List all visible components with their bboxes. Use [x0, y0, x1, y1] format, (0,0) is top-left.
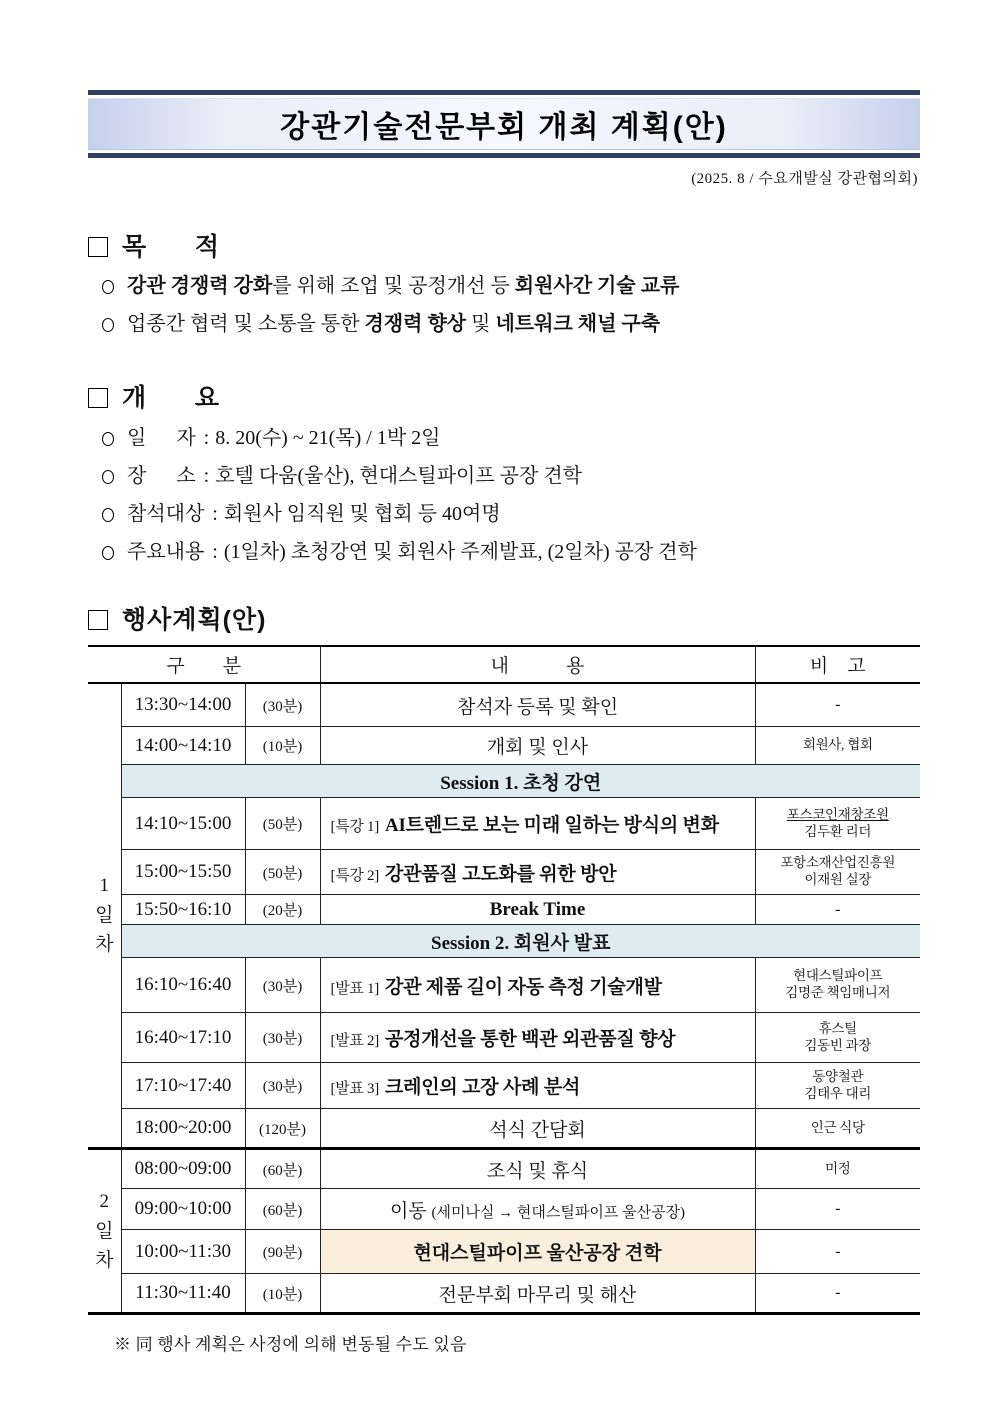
circle-bullet-icon — [102, 318, 114, 332]
lecture-tag: [발표 1] — [330, 980, 379, 997]
lecture-title: 강관품질 고도화를 위한 방안 — [384, 863, 617, 885]
content-subtext: (세미나실 → 현대스틸파이프 울산공장) — [431, 1204, 686, 1221]
remark-line: 회원사, 협회 — [802, 737, 873, 753]
purpose-item — [102, 272, 920, 301]
remark-line: 포항소재산업진흥원 — [780, 855, 896, 871]
time-cell: 16:10~16:40 — [121, 958, 245, 1013]
overview-item-text — [127, 462, 582, 491]
document-subtitle: (2025. 8 / 수요개발실 강관협의회) — [691, 171, 918, 187]
title-banner — [88, 90, 920, 158]
content-text: 이동 — [389, 1200, 432, 1222]
time-cell: 15:50~16:10 — [121, 895, 245, 925]
section-purpose-label: 목 적 — [122, 233, 220, 261]
table-row — [88, 895, 920, 925]
duration-cell: (20분) — [245, 895, 320, 925]
schedule-table — [88, 645, 920, 1316]
day-label-day1 — [88, 683, 121, 1149]
content-text: 석식 간담회 — [489, 1119, 586, 1141]
remark-cell — [755, 1013, 920, 1063]
remark-cell — [755, 958, 920, 1013]
table-row — [88, 683, 920, 727]
remark-line: 김명준 책임매니저 — [785, 985, 891, 1001]
lecture-title: 크레인의 고장 사례 분석 — [384, 1077, 581, 1099]
remark-line: - — [835, 1242, 841, 1260]
circle-bullet-icon — [102, 280, 114, 294]
purpose-item-list — [102, 272, 920, 339]
duration-cell: (50분) — [245, 850, 320, 895]
lecture-tag: [특강 1] — [330, 819, 379, 836]
remark-line: - — [835, 696, 841, 713]
content-text: 전문부회 마무리 및 해산 — [438, 1284, 637, 1306]
text-segment: 경쟁력 향상 — [364, 313, 467, 336]
duration-cell: (30분) — [245, 683, 320, 727]
duration-cell: (60분) — [245, 1149, 320, 1189]
overview-item-value: 호텔 다움(울산), 현대스틸파이프 공장 견학 — [215, 464, 582, 487]
duration-cell: (60분) — [245, 1189, 320, 1230]
purpose-item-text — [127, 272, 679, 301]
remark-line: 김동빈 과장 — [804, 1037, 872, 1053]
remark-line: - — [835, 900, 841, 918]
time-cell: 08:00~09:00 — [121, 1149, 245, 1189]
content-cell — [320, 850, 755, 895]
schedule-header-row — [88, 646, 920, 683]
time-cell: 14:00~14:10 — [121, 727, 245, 765]
circle-bullet-icon — [102, 546, 114, 560]
lecture-tag: [특강 2] — [330, 867, 379, 884]
table-row — [88, 1063, 920, 1109]
duration-cell: (50분) — [245, 798, 320, 850]
remark-cell — [755, 1063, 920, 1109]
time-cell: 17:10~17:40 — [121, 1063, 245, 1109]
title-banner-background — [88, 98, 920, 150]
duration-cell: (30분) — [245, 958, 320, 1013]
session-row — [88, 925, 920, 958]
overview-item — [102, 538, 920, 567]
content-cell — [320, 958, 755, 1013]
table-row — [88, 1149, 920, 1189]
text-segment: 네트워크 채널 구축 — [495, 313, 661, 336]
time-cell: 11:30~11:40 — [121, 1274, 245, 1314]
table-row — [88, 1230, 920, 1274]
content-cell — [320, 895, 755, 925]
section-overview-header — [88, 385, 920, 411]
section-plan-label: 행사계획(안) — [122, 605, 267, 634]
overview-item-label: 일 자 — [127, 426, 196, 449]
column-header-naeyong: 내 용 — [320, 646, 755, 683]
overview-item-text — [127, 500, 501, 529]
purpose-item — [102, 310, 920, 339]
time-cell: 15:00~15:50 — [121, 850, 245, 895]
remark-cell — [755, 1274, 920, 1314]
section-plan-header — [88, 607, 920, 633]
remark-line: 휴스틸 — [818, 1020, 857, 1036]
text-segment: 회원사간 기술 교류 — [514, 275, 680, 298]
table-row — [88, 1189, 920, 1230]
page-title: 강관기술전문부회 개최 계획(안) — [280, 111, 728, 144]
overview-item — [102, 500, 920, 529]
overview-item-label: 장 소 — [127, 464, 196, 487]
lecture-title: 공정개선을 통한 백관 외관품질 향상 — [384, 1029, 676, 1051]
content-text: 참석자 등록 및 확인 — [456, 696, 619, 718]
remark-cell — [755, 1109, 920, 1149]
overview-item-colon: : — [203, 426, 210, 449]
table-row — [88, 958, 920, 1013]
text-segment: 업종간 협력 및 소통을 통한 — [127, 313, 365, 336]
day-label-day2 — [88, 1149, 121, 1314]
content-text: 현대스틸파이프 울산공장 견학 — [413, 1243, 662, 1265]
session-title-cell: Session 1. 초청 강연 — [121, 765, 920, 798]
table-row — [88, 850, 920, 895]
duration-cell: (30분) — [245, 1063, 320, 1109]
remark-line: - — [835, 1284, 841, 1302]
remark-line: 인근 식당 — [810, 1119, 865, 1135]
time-cell: 14:10~15:00 — [121, 798, 245, 850]
day-label-char: 2 — [99, 1191, 109, 1213]
time-cell: 09:00~10:00 — [121, 1189, 245, 1230]
circle-bullet-icon — [102, 432, 114, 446]
column-header-bigo: 비 고 — [755, 646, 920, 683]
remark-cell — [755, 1230, 920, 1274]
session-row — [88, 765, 920, 798]
overview-item-colon: : — [203, 464, 210, 487]
content-cell — [320, 1274, 755, 1314]
table-row — [88, 1274, 920, 1314]
circle-bullet-icon — [102, 470, 114, 484]
table-row — [88, 798, 920, 850]
remark-cell — [755, 850, 920, 895]
duration-cell: (10분) — [245, 727, 320, 765]
lecture-tag: [발표 2] — [330, 1033, 379, 1050]
lecture-tag: [발표 3] — [330, 1081, 379, 1098]
remark-cell — [755, 727, 920, 765]
remark-line: 이재원 실장 — [804, 872, 872, 888]
content-cell — [320, 1149, 755, 1189]
footnote: ※ 同 행사 계획은 사정에 의해 변동될 수도 있음 — [114, 1335, 467, 1355]
content-cell — [320, 1109, 755, 1149]
day-label-char: 일 — [95, 904, 114, 926]
remark-cell — [755, 683, 920, 727]
day-label-char: 일 — [95, 1220, 114, 1242]
day-label-char: 차 — [95, 934, 114, 956]
text-segment: 를 위해 조업 및 공정개선 등 — [272, 275, 515, 298]
table-row — [88, 1109, 920, 1149]
text-segment: 강관 경쟁력 강화 — [127, 275, 273, 298]
content-cell — [320, 683, 755, 727]
overview-item — [102, 424, 920, 453]
remark-cell — [755, 1189, 920, 1230]
content-text: 조식 및 휴식 — [486, 1160, 589, 1182]
remark-cell — [755, 798, 920, 850]
content-cell — [320, 798, 755, 850]
remark-line: 김태우 대리 — [804, 1085, 872, 1101]
duration-cell: (90분) — [245, 1230, 320, 1274]
time-cell: 16:40~17:10 — [121, 1013, 245, 1063]
circle-bullet-icon — [102, 508, 114, 522]
duration-cell: (30분) — [245, 1013, 320, 1063]
overview-item-colon: : — [212, 540, 218, 563]
time-cell: 10:00~11:30 — [121, 1230, 245, 1274]
overview-item-colon: : — [212, 502, 218, 525]
overview-item — [102, 462, 920, 491]
overview-item-text — [127, 538, 697, 567]
section-overview-label: 개 요 — [122, 384, 220, 413]
overview-item-label: 주요내용 — [127, 540, 205, 563]
square-bullet-icon — [88, 388, 108, 408]
overview-item-value: (1일차) 초청강연 및 회원사 주제발표, (2일차) 공장 견학 — [223, 540, 697, 563]
duration-cell: (10분) — [245, 1274, 320, 1314]
content-cell — [320, 1189, 755, 1230]
purpose-item-text — [127, 310, 660, 339]
remark-cell — [755, 1149, 920, 1189]
lecture-title: 강관 제품 길이 자동 측정 기술개발 — [384, 976, 662, 998]
duration-cell: (120분) — [245, 1109, 320, 1149]
time-cell: 18:00~20:00 — [121, 1109, 245, 1149]
day-label-char: 차 — [95, 1249, 114, 1271]
section-purpose-header — [88, 234, 920, 260]
remark-line: - — [835, 1200, 841, 1218]
square-bullet-icon — [88, 237, 108, 257]
remark-cell — [755, 895, 920, 925]
underlined-text: 포스코인재창조원 — [786, 806, 889, 822]
remark-line: 미정 — [825, 1160, 851, 1176]
overview-item-value: 8. 20(수) ~ 21(목) / 1박 2일 — [215, 426, 441, 449]
remark-line: 동양철관 — [812, 1068, 864, 1084]
time-cell: 13:30~14:00 — [121, 683, 245, 727]
content-cell — [320, 1063, 755, 1109]
remark-line: 현대스틸파이프 — [793, 968, 883, 984]
table-row — [88, 727, 920, 765]
text-segment: 및 — [466, 313, 496, 336]
table-row — [88, 1013, 920, 1063]
day-label-char: 1 — [99, 875, 109, 897]
remark-line — [760, 807, 917, 824]
content-cell — [320, 1230, 755, 1274]
overview-item-value: 회원사 임직원 및 협회 등 40여명 — [223, 502, 501, 525]
schedule-body — [88, 683, 920, 1314]
square-bullet-icon — [88, 610, 108, 630]
session-title-cell: Session 2. 회원사 발표 — [121, 925, 920, 958]
content-cell — [320, 727, 755, 765]
remark-line: 김두환 리더 — [804, 823, 872, 839]
overview-item-list — [102, 424, 920, 567]
content-cell — [320, 1013, 755, 1063]
content-text: Break Time — [489, 898, 586, 920]
column-header-gubun: 구 분 — [88, 646, 320, 683]
overview-item-text — [127, 424, 441, 453]
overview-item-label: 참석대상 — [127, 502, 205, 525]
content-text: 개회 및 인사 — [486, 737, 589, 759]
lecture-title: AI트렌드로 보는 미래 일하는 방식의 변화 — [384, 815, 719, 837]
